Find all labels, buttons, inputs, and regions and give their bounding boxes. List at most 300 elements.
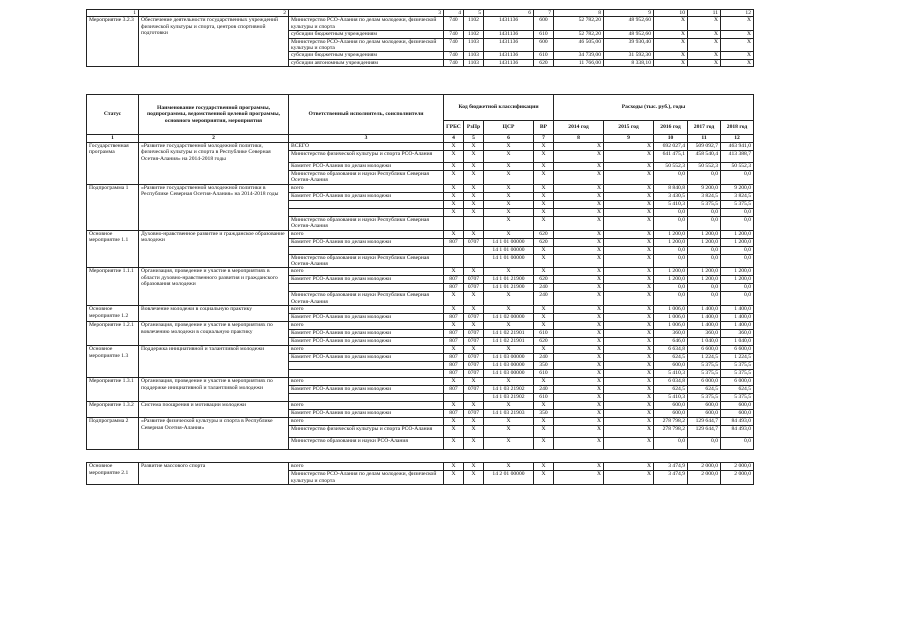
row-executor: Комитет РСО-Алания по делам молодежи (289, 238, 444, 246)
row-y2015: X (604, 230, 654, 238)
row-grbs: X (444, 143, 464, 151)
row-y2015: X (604, 254, 654, 268)
row-y2015: X (604, 330, 654, 338)
row-vr: X (534, 463, 554, 471)
row-rzpr (464, 254, 484, 268)
column-number: 10 (654, 10, 688, 17)
row-y2017: 3 824,5 (688, 192, 721, 200)
row-y2017: 9 200,0 (688, 184, 721, 192)
row-vr: 620 (534, 238, 554, 246)
row-y2018: 5 375,5 (721, 394, 754, 402)
row-csr: X (484, 402, 534, 410)
table-row (87, 230, 754, 238)
row-vr: 350 (534, 362, 554, 370)
row-y2016: 3 474,9 (654, 463, 688, 471)
row-y2014: X (554, 163, 604, 171)
row-grbs: X (444, 378, 464, 386)
row-y2016: 0,0 (654, 284, 688, 292)
row-vr: X (534, 314, 554, 322)
row-rzpr: X (464, 268, 484, 276)
row-grbs: X (444, 163, 464, 171)
row-y2016: 3 474,9 (654, 471, 688, 485)
column-number: 12 (721, 135, 754, 143)
row-rzpr: 0707 (464, 238, 484, 246)
row-rzpr (464, 246, 484, 254)
row-y2017: 129 644,7 (688, 426, 721, 438)
row-y2017: 0,0 (688, 208, 721, 216)
row-y2017: X (688, 31, 721, 38)
row-y2016: 0,0 (654, 246, 688, 254)
row-y2017: 1 400,0 (688, 322, 721, 330)
row-y2018: 600,0 (721, 402, 754, 410)
row-y2016: X (654, 38, 688, 52)
row-name: Развитие массового спорта (139, 463, 289, 485)
row-y2016: 1 006,0 (654, 314, 688, 322)
row-y2018: 5 375,5 (721, 362, 754, 370)
row-y2016: 5 410,3 (654, 394, 688, 402)
row-y2017: 1 200,0 (688, 276, 721, 284)
row-y2018: 0,0 (721, 254, 754, 268)
row-y2015: X (604, 463, 654, 471)
row-executor: всего (289, 268, 444, 276)
row-y2014: X (554, 306, 604, 314)
row-csr: X (484, 216, 534, 230)
row-grbs: 740 (444, 17, 464, 31)
row-y2017: X (688, 52, 721, 59)
row-y2018: 0,0 (721, 292, 754, 306)
row-grbs: X (444, 322, 464, 330)
row-executor (289, 394, 444, 402)
row-y2014: X (554, 354, 604, 362)
row-y2018: 2 000,0 (721, 471, 754, 485)
row-csr: X (484, 378, 534, 386)
row-executor: всего (289, 306, 444, 314)
row-y2018: X (721, 17, 754, 31)
column-number: 8 (554, 10, 604, 17)
row-vr: X (534, 268, 554, 276)
row-y2017: 2 000,0 (688, 463, 721, 471)
row-grbs: 807 (444, 330, 464, 338)
row-vr: X (534, 208, 554, 216)
row-y2015: X (604, 346, 654, 354)
row-y2015: X (604, 200, 654, 208)
row-vr: X (534, 346, 554, 354)
row-y2018: 84 493,0 (721, 418, 754, 426)
row-grbs: 807 (444, 354, 464, 362)
row-executor: Комитет РСО-Алания по делам молодежи (289, 354, 444, 362)
row-y2014: X (554, 254, 604, 268)
row-y2014: X (554, 394, 604, 402)
row-executor: всего (289, 418, 444, 426)
row-y2018: 9 200,0 (721, 184, 754, 192)
row-csr: 14 1 01 21900 (484, 276, 534, 284)
row-grbs: X (444, 151, 464, 163)
row-y2017: 0,0 (688, 246, 721, 254)
row-y2015: X (604, 208, 654, 216)
row-y2014: X (554, 426, 604, 438)
row-grbs: 807 (444, 238, 464, 246)
row-rzpr: X (464, 463, 484, 471)
row-executor: Министерство физической культуры и спорта РСО-Алания (289, 151, 444, 163)
row-y2016: X (654, 31, 688, 38)
column-number-row (87, 10, 754, 17)
row-executor: Министерство физической культуры и спорта РСО-Алания (289, 426, 444, 438)
row-y2015: X (604, 394, 654, 402)
row-y2017: X (688, 38, 721, 52)
row-vr: X (534, 163, 554, 171)
row-grbs: 807 (444, 370, 464, 378)
row-y2018: X (721, 59, 754, 66)
row-y2015: X (604, 410, 654, 418)
row-y2015: X (604, 192, 654, 200)
column-number: 6 (484, 10, 534, 17)
row-y2015: X (604, 171, 654, 185)
row-y2018: 1 200,0 (721, 238, 754, 246)
row-y2017: 5 375,5 (688, 394, 721, 402)
column-number: 1 (87, 135, 139, 143)
row-rzpr: X (464, 200, 484, 208)
row-y2016: 641 475,1 (654, 151, 688, 163)
row-y2016: 1 200,0 (654, 238, 688, 246)
row-vr: 620 (534, 59, 554, 66)
row-status: Мероприятие 1.3.1 (87, 378, 139, 402)
row-y2018: 0,0 (721, 438, 754, 450)
row-y2014: X (554, 338, 604, 346)
row-y2017: 0,0 (688, 216, 721, 230)
row-rzpr: X (464, 418, 484, 426)
row-rzpr: 0707 (464, 284, 484, 292)
row-executor: Комитет РСО-Алания по делам молодежи (289, 410, 444, 418)
row-y2016: 5 410,3 (654, 200, 688, 208)
row-y2015: X (604, 314, 654, 322)
row-csr: X (484, 322, 534, 330)
row-vr: 610 (534, 31, 554, 38)
row-rzpr: X (464, 163, 484, 171)
row-y2018: 5 375,5 (721, 200, 754, 208)
row-csr: X (484, 346, 534, 354)
row-y2015: X (604, 338, 654, 346)
row-vr: X (534, 246, 554, 254)
table-row (87, 17, 754, 31)
row-y2017: 624,5 (688, 386, 721, 394)
row-y2017: 6 000,0 (688, 378, 721, 386)
row-status: Мероприятие 1.1.1 (87, 268, 139, 306)
row-grbs: 807 (444, 276, 464, 284)
row-executor: ВСЕГО (289, 143, 444, 151)
row-status: Основное мероприятие 1.3 (87, 346, 139, 378)
row-executor: всего (289, 346, 444, 354)
column-number-row (87, 135, 754, 143)
row-rzpr: 1103 (464, 38, 484, 52)
row-vr: X (534, 438, 554, 450)
row-y2015: 31 592,30 (604, 52, 654, 59)
column-number: 10 (654, 135, 688, 143)
row-grbs: X (444, 208, 464, 216)
row-y2014: X (554, 200, 604, 208)
main-table (86, 94, 754, 485)
row-y2018: 6 600,0 (721, 346, 754, 354)
row-rzpr: X (464, 151, 484, 163)
row-vr: X (534, 192, 554, 200)
row-y2014: X (554, 386, 604, 394)
row-grbs: 807 (444, 362, 464, 370)
row-y2018: 3 824,5 (721, 192, 754, 200)
row-csr: 1431136 (484, 52, 534, 59)
row-grbs: X (444, 230, 464, 238)
row-y2015: 39 930,40 (604, 38, 654, 52)
row-name: Организация, проведение и участие в мероприятиях по вовлечению молодежи в социальную практику (139, 322, 289, 346)
row-y2017: 50 552,3 (688, 163, 721, 171)
row-y2016: 50 552,3 (654, 163, 688, 171)
row-vr: X (534, 322, 554, 330)
row-y2017: 1 224,5 (688, 354, 721, 362)
row-vr: X (534, 378, 554, 386)
row-y2014: 46 505,00 (554, 38, 604, 52)
row-executor: Министерство РСО-Алания по делам молодежи, физической культуры и спорта (289, 38, 444, 52)
row-csr: 1431136 (484, 17, 534, 31)
row-name: Обеспечение деятельности государственных учреждений физической культуры и спорта, центров спортивной подготовки (139, 17, 289, 67)
row-csr: X (484, 438, 534, 450)
column-number: 1 (87, 10, 139, 17)
row-y2016: 646,0 (654, 338, 688, 346)
row-executor: Министерство образования и науки РСО-Алания (289, 438, 444, 450)
row-y2018: 0,0 (721, 208, 754, 216)
row-y2014: X (554, 471, 604, 485)
top-table-body (87, 10, 754, 67)
header-name: Наименование государственной программы, подпрограммы, ведомственной целевой программы, основного мероприятия, мероприятия (139, 95, 289, 135)
row-rzpr: X (464, 346, 484, 354)
row-y2016: 3 430,5 (654, 192, 688, 200)
row-y2018: 2 000,0 (721, 463, 754, 471)
row-y2016: 6 634,8 (654, 346, 688, 354)
column-number: 8 (554, 135, 604, 143)
top-table (86, 9, 754, 67)
row-csr: 14 1 01 00000 (484, 238, 534, 246)
row-y2015: X (604, 184, 654, 192)
row-grbs: X (444, 402, 464, 410)
row-status: Мероприятие 3.2.3 (87, 17, 139, 67)
row-name: Организация, проведение и участие в мероприятиях по поддержке инициативной и талантливой молодежи (139, 378, 289, 402)
column-number: 7 (534, 10, 554, 17)
row-grbs: 807 (444, 284, 464, 292)
row-vr: 600 (534, 17, 554, 31)
row-y2015: X (604, 284, 654, 292)
row-y2018: 84 493,0 (721, 426, 754, 438)
row-y2018: 600,0 (721, 410, 754, 418)
row-vr: X (534, 402, 554, 410)
row-y2016: 360,0 (654, 330, 688, 338)
row-vr: X (534, 216, 554, 230)
row-vr: 240 (534, 354, 554, 362)
row-csr: 14 1 03 21902 (484, 386, 534, 394)
row-y2015: X (604, 246, 654, 254)
row-status: Основное мероприятие 2.1 (87, 463, 139, 485)
row-y2015: X (604, 143, 654, 151)
row-status: Подпрограмма 2 (87, 418, 139, 450)
row-rzpr: X (464, 192, 484, 200)
row-status: Мероприятие 1.3.2 (87, 402, 139, 418)
row-rzpr: 1102 (464, 31, 484, 38)
row-y2014: 34 739,00 (554, 52, 604, 59)
row-y2016: 0,0 (654, 208, 688, 216)
row-y2015: X (604, 276, 654, 284)
row-y2014: X (554, 268, 604, 276)
row-vr: 350 (534, 410, 554, 418)
row-rzpr: X (464, 402, 484, 410)
row-y2015: X (604, 370, 654, 378)
row-y2017: 600,0 (688, 410, 721, 418)
table-row (87, 184, 754, 192)
row-y2014: X (554, 292, 604, 306)
column-number: 9 (604, 10, 654, 17)
row-csr: X (484, 200, 534, 208)
column-number: 9 (604, 135, 654, 143)
table-row (87, 378, 754, 386)
header-executor: Ответственный исполнитель, соисполнители (289, 95, 444, 135)
row-rzpr: X (464, 471, 484, 485)
row-y2017: 1 400,0 (688, 306, 721, 314)
row-executor: Комитет РСО-Алания по делам молодежи (289, 330, 444, 338)
column-number: 11 (688, 10, 721, 17)
row-csr: 14 1 02 21901 (484, 338, 534, 346)
row-rzpr: X (464, 143, 484, 151)
row-executor: Министерство образования и науки Республики Северная Осетия-Алания (289, 254, 444, 268)
row-y2017: 6 600,0 (688, 346, 721, 354)
row-vr: X (534, 254, 554, 268)
row-y2015: 48 952,60 (604, 17, 654, 31)
row-y2017: 0,0 (688, 292, 721, 306)
row-vr: 620 (534, 338, 554, 346)
row-grbs: X (444, 200, 464, 208)
row-y2015: X (604, 322, 654, 330)
row-y2016: 0,0 (654, 216, 688, 230)
row-y2016: 0,0 (654, 438, 688, 450)
row-grbs: X (444, 463, 464, 471)
column-number: 5 (464, 10, 484, 17)
row-csr: 14 1 01 21900 (484, 284, 534, 292)
row-y2016: 600,0 (654, 402, 688, 410)
row-grbs: 740 (444, 52, 464, 59)
row-executor: Министерство образования и науки Республики Северная Осетия-Алания (289, 292, 444, 306)
row-y2014: 11 766,00 (554, 59, 604, 66)
row-csr: 14 1 03 21903 (484, 410, 534, 418)
row-y2014: X (554, 438, 604, 450)
row-y2015: X (604, 268, 654, 276)
row-y2016: X (654, 17, 688, 31)
spacer-row (87, 450, 754, 463)
column-number: 6 (484, 135, 534, 143)
row-y2017: 0,0 (688, 438, 721, 450)
row-rzpr: X (464, 306, 484, 314)
row-y2016: 624,5 (654, 386, 688, 394)
row-y2017: 1 200,0 (688, 268, 721, 276)
row-y2016: 5 410,3 (654, 370, 688, 378)
row-status: Государственная программа (87, 143, 139, 185)
row-csr: 14 1 02 00000 (484, 314, 534, 322)
row-status: Подпрограмма 1 (87, 184, 139, 230)
row-grbs: X (444, 418, 464, 426)
row-vr: X (534, 306, 554, 314)
row-executor: всего (289, 322, 444, 330)
row-y2014: X (554, 184, 604, 192)
row-executor: всего (289, 230, 444, 238)
row-y2016: 1 200,0 (654, 276, 688, 284)
row-y2016: 278 798,2 (654, 426, 688, 438)
row-grbs: X (444, 346, 464, 354)
row-grbs: 740 (444, 38, 464, 52)
row-y2018: 0,0 (721, 216, 754, 230)
row-executor: Комитет РСО-Алания по делам молодежи (289, 276, 444, 284)
row-csr: 14 1 01 00000 (484, 254, 534, 268)
row-y2014: X (554, 276, 604, 284)
row-y2014: 52 782,20 (554, 31, 604, 38)
row-y2017: 458 540,4 (688, 151, 721, 163)
column-number: 4 (444, 135, 464, 143)
row-y2017: X (688, 17, 721, 31)
row-y2018: 1 400,0 (721, 314, 754, 322)
row-y2014: X (554, 246, 604, 254)
row-grbs: X (444, 292, 464, 306)
row-name: Вовлечение молодежи в социальную практику (139, 306, 289, 322)
row-y2015: X (604, 386, 654, 394)
row-executor: Комитет РСО-Алания по делам молодежи (289, 163, 444, 171)
row-y2018: 5 375,5 (721, 370, 754, 378)
row-csr: 14 1 03 00000 (484, 354, 534, 362)
row-csr: 14 2 01 00000 (484, 471, 534, 485)
table-row (87, 402, 754, 410)
row-y2016: 600,0 (654, 362, 688, 370)
row-csr: X (484, 426, 534, 438)
row-executor: субсидии бюджетным учреждениям (289, 52, 444, 59)
row-y2016: X (654, 59, 688, 66)
row-grbs (444, 394, 464, 402)
row-executor (289, 370, 444, 378)
row-y2018: 1 224,5 (721, 354, 754, 362)
row-vr: X (534, 184, 554, 192)
row-executor (289, 246, 444, 254)
row-y2017: 1 200,0 (688, 230, 721, 238)
row-y2016: 278 798,2 (654, 418, 688, 426)
row-vr: X (534, 471, 554, 485)
row-grbs (444, 254, 464, 268)
row-y2016: 600,0 (654, 410, 688, 418)
row-y2014: X (554, 238, 604, 246)
column-number: 2 (139, 135, 289, 143)
row-y2016: 1 006,0 (654, 306, 688, 314)
row-grbs: 807 (444, 338, 464, 346)
row-y2014: X (554, 230, 604, 238)
row-y2014: X (554, 410, 604, 418)
row-executor (289, 208, 444, 216)
row-rzpr: 0707 (464, 276, 484, 284)
row-executor: всего (289, 378, 444, 386)
row-y2015: X (604, 292, 654, 306)
row-csr: X (484, 306, 534, 314)
row-y2018: 1 200,0 (721, 268, 754, 276)
row-vr: X (534, 143, 554, 151)
row-csr: 14 1 02 21901 (484, 330, 534, 338)
row-y2016: 1 200,0 (654, 268, 688, 276)
row-y2016: 0,0 (654, 292, 688, 306)
row-executor: Министерство образования и науки Республики Северная Осетия-Алания (289, 171, 444, 185)
row-y2015: X (604, 151, 654, 163)
row-rzpr: X (464, 292, 484, 306)
row-grbs: 740 (444, 31, 464, 38)
main-table-body (87, 143, 754, 485)
row-executor (289, 200, 444, 208)
header-2015: 2015 год (604, 121, 654, 135)
row-name: Система поощрения и мотивации молодежи (139, 402, 289, 418)
